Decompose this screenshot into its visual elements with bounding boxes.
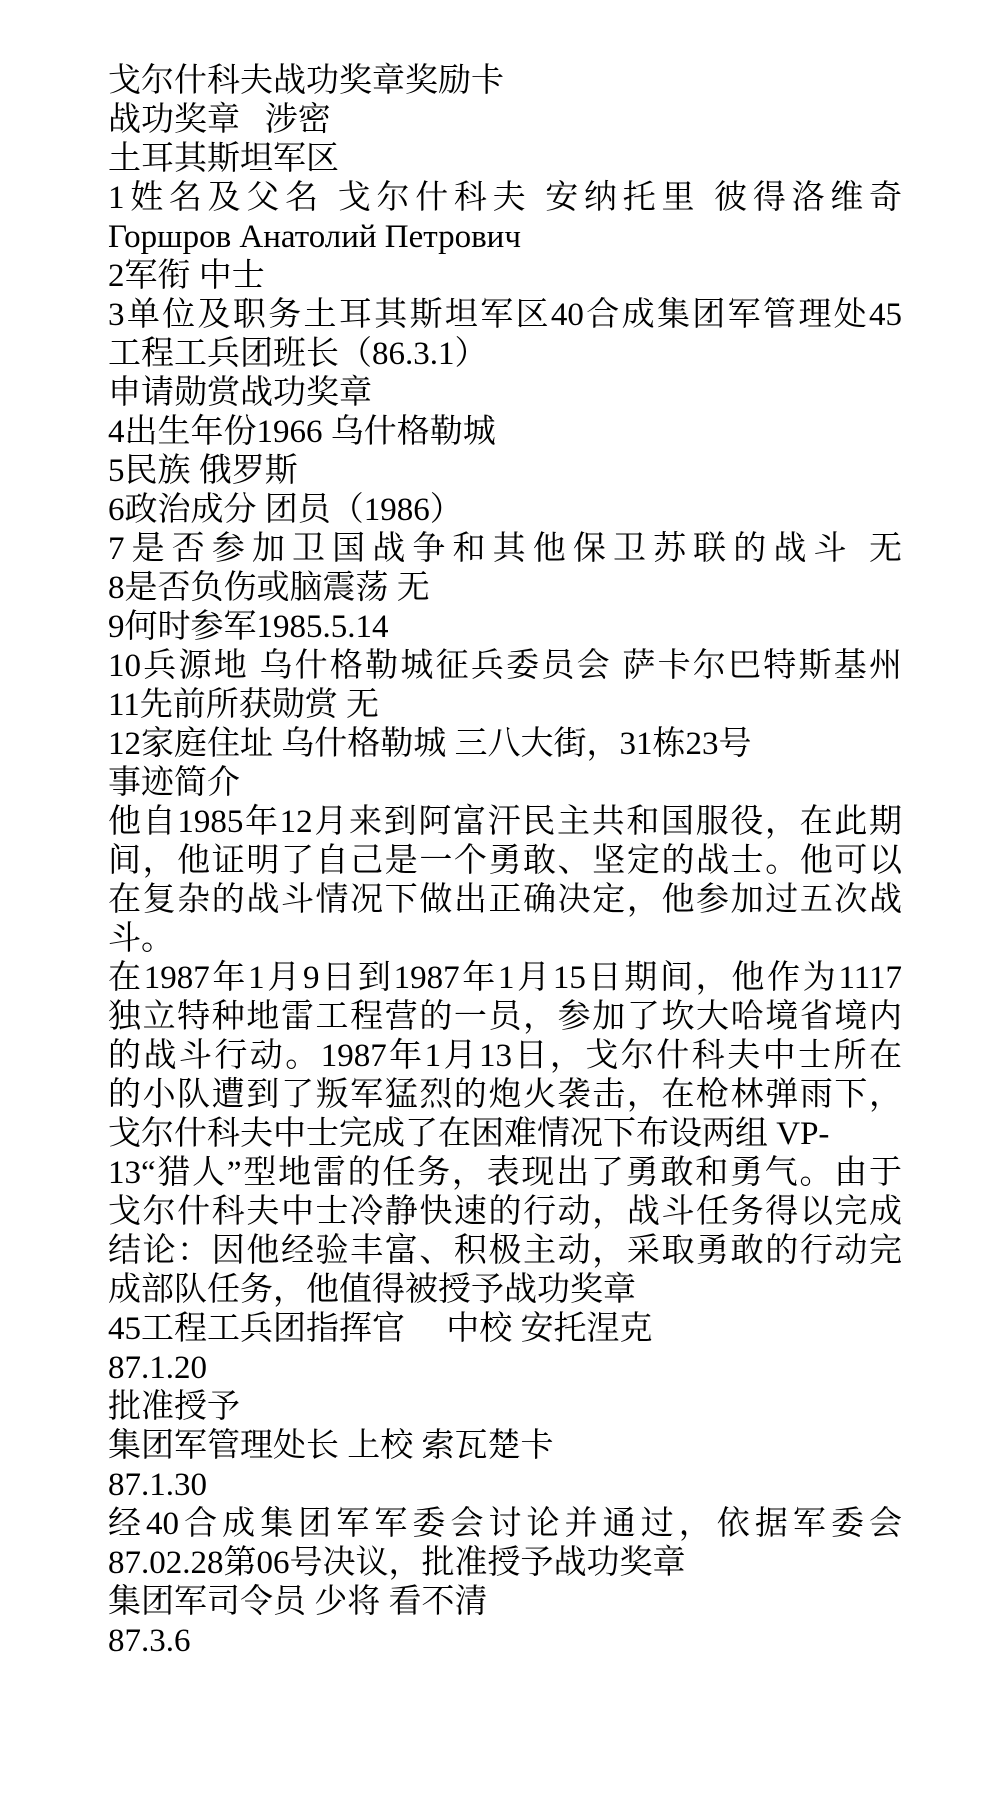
field-3-unit-line-2: 工程工兵团班长（86.3.1）: [108, 336, 488, 372]
merits-para-1-line-4: 斗。: [108, 921, 174, 957]
merits-para-2-line-2: 独立特种地雷工程营的一员，参加了坎大哈境省境内: [108, 999, 902, 1035]
merits-para-2-line-4: 的小队遭到了叛军猛烈的炮火袭击，在枪林弹雨下，: [108, 1077, 902, 1113]
merits-para-1-line-1: 他自1985年12月来到阿富汗民主共和国服役，在此期: [108, 804, 902, 840]
merits-para-2-line-7: 戈尔什科夫中士冷静快速的行动，战斗任务得以完成: [108, 1194, 902, 1230]
field-8-wounds: 8是否负伤或脑震荡 无: [108, 570, 430, 606]
field-3-unit-line-1: 3单位及职务土耳其斯坦军区40合成集团军管理处45: [108, 297, 902, 333]
field-5-ethnicity: 5民族 俄罗斯: [108, 453, 298, 489]
conclusion-line-2: 成部队任务，他值得被授予战功奖章: [108, 1272, 636, 1308]
signature-army-commander: 集团军司令员 少将 看不清: [108, 1584, 488, 1620]
field-10-draft-origin: 10兵源地 乌什格勒城征兵委员会 萨卡尔巴特斯基州: [108, 648, 902, 684]
field-4-birth: 4出生年份1966 乌什格勒城: [108, 414, 496, 450]
document-body: [108, 62, 902, 1661]
field-1-name-ru: Горшров Анатолий Петрович: [108, 219, 521, 255]
field-12-home-address: 12家庭住址 乌什格勒城 三八大街，31栋23号: [108, 726, 752, 762]
merits-para-1-line-3: 在复杂的战斗情况下做出正确决定，他参加过五次战: [108, 882, 902, 918]
merits-para-2-line-3: 的战斗行动。1987年1月13日，戈尔什科夫中士所在: [108, 1038, 902, 1074]
council-decision-line-2: 87.02.28第06号决议，批准授予战功奖章: [108, 1545, 686, 1581]
conclusion-line-1: 结论：因他经验丰富、积极主动，采取勇敢的行动完: [108, 1233, 902, 1269]
field-6-political-status: 6政治成分 团员（1986）: [108, 492, 463, 528]
field-11-prior-awards: 11先前所获勋赏 无: [108, 687, 380, 723]
merits-para-2-line-6: 13“猎人”型地雷的任务，表现出了勇敢和勇气。由于: [108, 1155, 902, 1191]
field-1-name-cn: 1姓名及父名 戈尔什科夫 安纳托里 彼得洛维奇: [108, 180, 902, 216]
signature-date-1: 87.1.20: [108, 1350, 207, 1386]
field-9-enlistment-date: 9何时参军1985.5.14: [108, 609, 389, 645]
approval-heading: 批准授予: [108, 1389, 240, 1425]
council-decision-line-1: 经40合成集团军军委会讨论并通过，依据军委会: [108, 1506, 902, 1542]
signature-date-3: 87.3.6: [108, 1623, 191, 1659]
military-district: 土耳其斯坦军区: [108, 141, 339, 177]
merits-para-2-line-5: 戈尔什科夫中士完成了在困难情况下布设两组 VP-: [108, 1116, 830, 1152]
merits-para-1-line-2: 间，他证明了自己是一个勇敢、坚定的战士。他可以: [108, 843, 902, 879]
signature-admin-chief: 集团军管理处长 上校 索瓦楚卡: [108, 1428, 554, 1464]
signature-date-2: 87.1.30: [108, 1467, 207, 1503]
merits-heading: 事迹简介: [108, 765, 240, 801]
merits-para-2-line-1: 在1987年1月9日到1987年1月15日期间，他作为1117: [108, 960, 902, 996]
doc-title: 戈尔什科夫战功奖章奖励卡: [108, 63, 504, 99]
field-2-rank: 2军衔 中士: [108, 258, 265, 294]
applied-award: 申请勋赏战功奖章: [108, 375, 372, 411]
field-7-war-participation: 7是否参加卫国战争和其他保卫苏联的战斗 无: [108, 531, 902, 567]
signature-regiment-commander: 45工程工兵团指挥官 中校 安托涅克: [108, 1311, 653, 1347]
medal-and-classification: 战功奖章 涉密: [108, 102, 331, 138]
